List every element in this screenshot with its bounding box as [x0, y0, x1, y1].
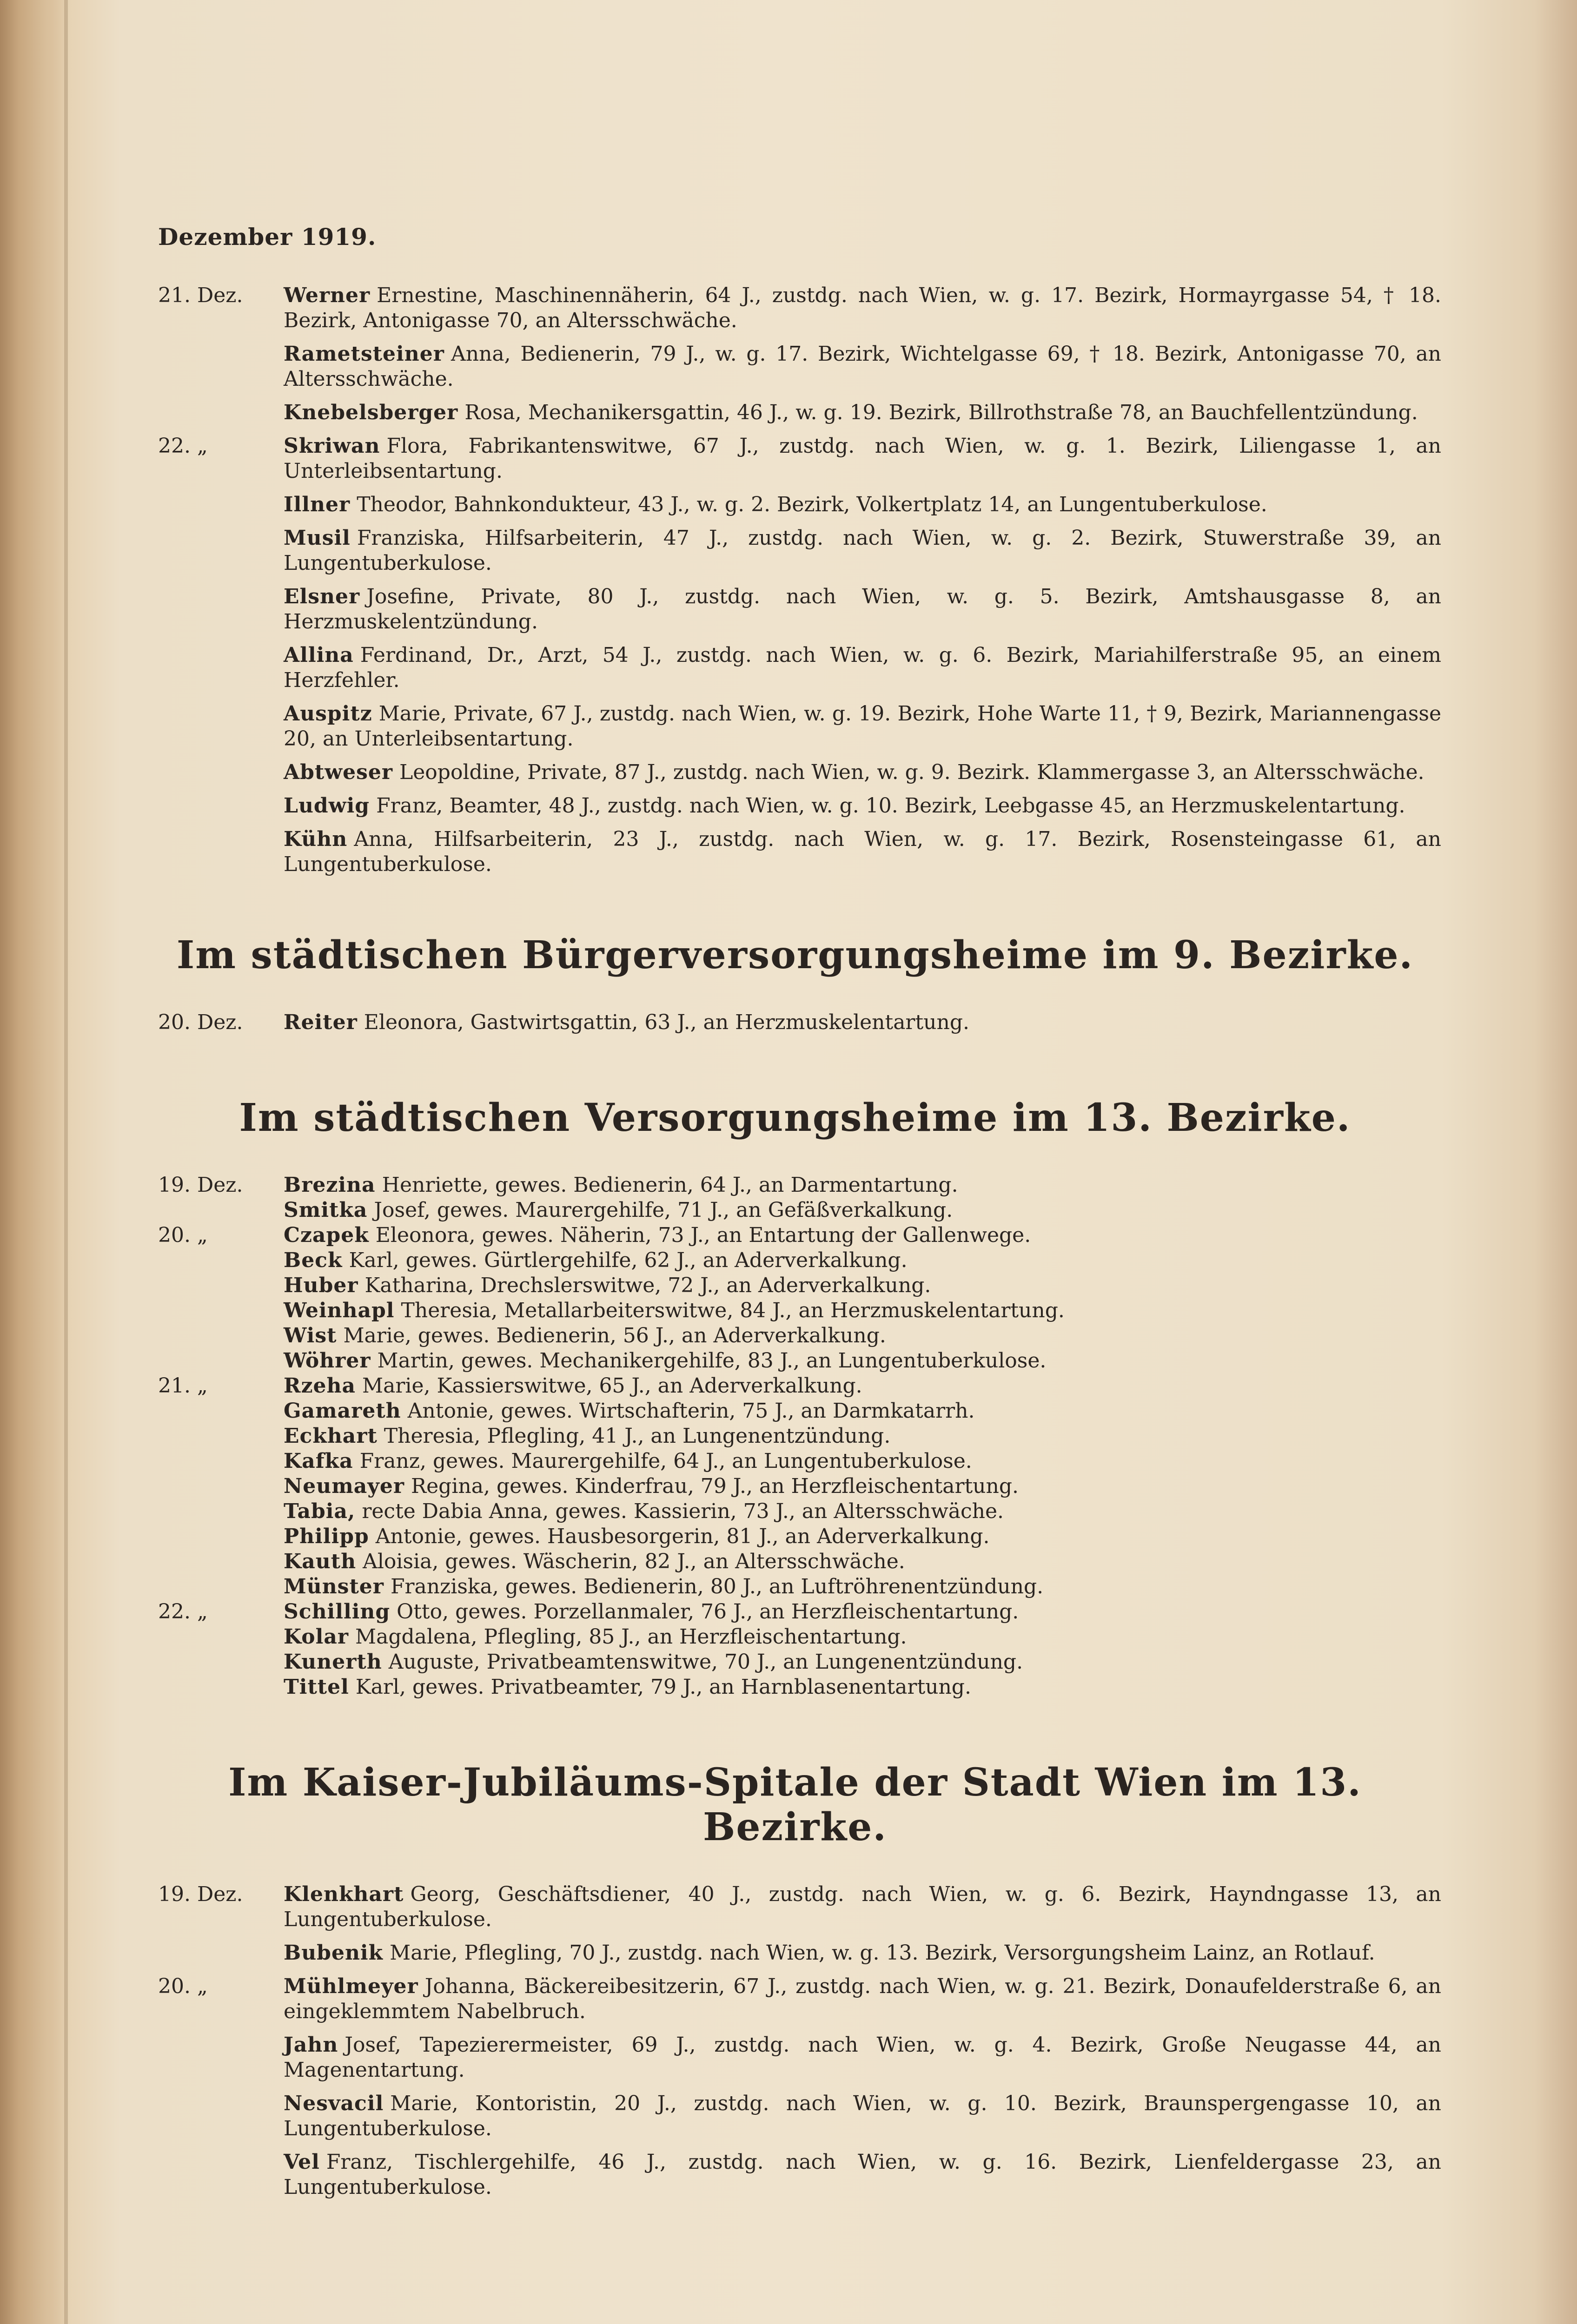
entry-date: 21. Dez.	[158, 284, 243, 307]
entry-surname: Smitka	[284, 1198, 368, 1222]
list-item	[149, 643, 1441, 693]
entry-text	[284, 2150, 1441, 2200]
entry-details: Regina, gewes. Kinderfrau, 79 J., an Herzfleischentartung.	[411, 1474, 1019, 1498]
list-item	[149, 1198, 1441, 1223]
section-entries	[149, 1173, 1441, 1700]
entry-surname: Kauth	[284, 1550, 357, 1573]
entry-text	[284, 760, 1441, 785]
entry-details: Katharina, Drechslerswitwe, 72 J., an Aderverkalkung.	[364, 1274, 931, 1297]
section-heading: Im städtischen Versorgungsheime im 13. Bezirke.	[239, 1096, 1351, 1140]
list-item	[149, 1599, 1441, 1624]
list-item	[149, 793, 1441, 819]
entry-text	[284, 1424, 1441, 1449]
entry-surname: Huber	[284, 1274, 358, 1297]
entry-text	[284, 283, 1441, 333]
entry-text	[284, 1599, 1441, 1624]
entry-details: Ferdinand, Dr., Arzt, 54 J., zustdg. nach Wien, w. g. 6. Bezirk, Mariahilferstraße 95, an einem Herzfehler.	[284, 643, 1441, 692]
list-item	[149, 827, 1441, 877]
entry-surname: Jahn	[284, 2033, 338, 2057]
section-entries	[149, 1010, 1441, 1035]
entry-details: Josef, gewes. Maurergehilfe, 71 J., an Gefäßverkalkung.	[374, 1198, 953, 1222]
month-heading: Dezember 1919.	[158, 223, 377, 251]
entry-text	[284, 1941, 1441, 1966]
list-item	[149, 1373, 1441, 1399]
entry-surname: Gamareth	[284, 1399, 401, 1423]
entry-text	[284, 1524, 1441, 1549]
entry-details: Marie, Private, 67 J., zustdg. nach Wien, w. g. 19. Bezirk, Hohe Warte 11, † 9, Bezirk, Mariannengasse 20, an Unterleibsentartung.	[284, 702, 1441, 751]
list-item	[149, 434, 1441, 484]
entry-details: Franz, Tischlergehilfe, 46 J., zustdg. nach Wien, w. g. 16. Bezirk, Lienfeldergasse 23, an Lungentuberkulose.	[284, 2150, 1441, 2199]
general-entries	[149, 283, 1441, 877]
entry-text	[284, 1574, 1441, 1599]
entry-surname: Rametsteiner	[284, 342, 444, 366]
entry-text	[284, 827, 1441, 877]
entry-text	[284, 1882, 1441, 1932]
entry-surname: Wöhrer	[284, 1349, 371, 1373]
entry-date: 19. Dez.	[158, 1882, 243, 1906]
entry-surname: Philipp	[284, 1525, 369, 1548]
entry-text	[284, 1010, 1441, 1035]
entry-details: Josefine, Private, 80 J., zustdg. nach Wien, w. g. 5. Bezirk, Amtshausgasse 8, an Herzmuskelentzündung.	[284, 585, 1441, 634]
entry-text	[284, 342, 1441, 392]
entry-details: Marie, Pflegling, 70 J., zustdg. nach Wien, w. g. 13. Bezirk, Versorgungsheim Lainz, an Rotlauf.	[390, 1941, 1375, 1965]
entry-surname: Beck	[284, 1248, 343, 1272]
entry-surname: Reiter	[284, 1010, 358, 1034]
entry-details: Anna, Bedienerin, 79 J., w. g. 17. Bezirk, Wichtelgasse 69, † 18. Bezirk, Antonigasse 70, an Altersschwäche.	[284, 342, 1441, 391]
entry-details: Josef, Tapezierermeister, 69 J., zustdg. nach Wien, w. g. 4. Bezirk, Große Neugasse 44, an Magenentartung.	[284, 2033, 1441, 2082]
entry-surname: Neumayer	[284, 1474, 405, 1498]
entry-details: Ernestine, Maschinennäherin, 64 J., zustdg. nach Wien, w. g. 17. Bezirk, Hormayrgasse 54, † 18. Bezirk, Antonigasse 70, an Altersschwäche.	[284, 284, 1441, 332]
entry-details: Henriette, gewes. Bedienerin, 64 J., an Darmentartung.	[382, 1173, 958, 1197]
entry-surname: Abtweser	[284, 760, 393, 784]
entry-text	[284, 1373, 1441, 1399]
entry-text	[284, 492, 1441, 517]
entry-surname: Tabia,	[284, 1499, 356, 1523]
entry-details: Martin, gewes. Mechanikergehilfe, 83 J., an Lungentuberkulose.	[377, 1349, 1047, 1373]
entry-text	[284, 1173, 1441, 1198]
entry-text	[284, 1348, 1441, 1373]
page-content	[149, 223, 1441, 2208]
entry-details: Magdalena, Pflegling, 85 J., an Herzfleischentartung.	[355, 1625, 907, 1649]
entry-surname: Brezina	[284, 1173, 376, 1197]
entry-details: Theresia, Pflegling, 41 J., an Lungenentzündung.	[384, 1424, 891, 1448]
entry-surname: Vel	[284, 2150, 320, 2174]
list-item	[149, 1449, 1441, 1474]
list-item	[149, 283, 1441, 333]
list-item	[149, 1549, 1441, 1574]
list-item	[149, 2033, 1441, 2083]
entry-text	[284, 1449, 1441, 1474]
entry-details: recte Dabia Anna, gewes. Kassierin, 73 J., an Altersschwäche.	[362, 1499, 1004, 1523]
entry-details: Leopoldine, Private, 87 J., zustdg. nach Wien, w. g. 9. Bezirk. Klammergasse 3, an Altersschwäche.	[399, 760, 1425, 784]
entry-surname: Bubenik	[284, 1941, 384, 1965]
book-spine-shadow	[0, 0, 70, 2324]
entry-text	[284, 2033, 1441, 2083]
list-item	[149, 1624, 1441, 1650]
entry-surname: Weinhapl	[284, 1299, 395, 1322]
entry-surname: Kunerth	[284, 1650, 382, 1674]
entry-details: Theresia, Metallarbeiterswitwe, 84 J., an Herzmuskelentartung.	[401, 1299, 1065, 1322]
entry-details: Antonie, gewes. Wirtschafterin, 75 J., an Darmkatarrh.	[407, 1399, 975, 1423]
entry-text	[284, 584, 1441, 634]
entry-text	[284, 701, 1441, 752]
entry-text	[284, 1474, 1441, 1499]
list-item	[149, 1010, 1441, 1035]
entry-surname: Nesvacil	[284, 2092, 384, 2115]
list-item	[149, 1650, 1441, 1675]
list-item	[149, 1348, 1441, 1373]
entry-details: Otto, gewes. Porzellanmaler, 76 J., an Herzfleischentartung.	[397, 1600, 1019, 1624]
entry-text	[284, 526, 1441, 576]
list-item	[149, 701, 1441, 752]
list-item	[149, 1499, 1441, 1524]
entry-text	[284, 1624, 1441, 1650]
entry-text	[284, 1399, 1441, 1424]
section-heading: Im städtischen Bürgerversorgungsheime im 9. Bezirke.	[176, 933, 1414, 977]
list-item	[149, 1323, 1441, 1348]
entry-text	[284, 1198, 1441, 1223]
entry-details: Antonie, gewes. Hausbesorgerin, 81 J., an Aderverkalkung.	[375, 1525, 990, 1548]
page-fold	[64, 0, 68, 2324]
entry-surname: Skriwan	[284, 434, 380, 458]
entry-date: 20. „	[158, 1223, 208, 1247]
list-item	[149, 2150, 1441, 2200]
list-item	[149, 1941, 1441, 1966]
entry-text	[284, 1499, 1441, 1524]
list-item	[149, 584, 1441, 634]
entry-date: 21. „	[158, 1374, 208, 1398]
entry-details: Eleonora, Gastwirtsgattin, 63 J., an Herzmuskelentartung.	[364, 1010, 969, 1034]
entry-text	[284, 1675, 1441, 1700]
entry-text	[284, 1273, 1441, 1298]
entry-details: Georg, Geschäftsdiener, 40 J., zustdg. nach Wien, w. g. 6. Bezirk, Hayndngasse 13, an Lungentuberkulose.	[284, 1882, 1441, 1931]
list-item	[149, 1298, 1441, 1323]
entry-text	[284, 1549, 1441, 1574]
entry-date: 20. Dez.	[158, 1010, 243, 1034]
entry-text	[284, 1974, 1441, 2024]
entry-text	[284, 1323, 1441, 1348]
entry-surname: Ludwig	[284, 794, 370, 818]
list-item	[149, 1474, 1441, 1499]
entry-surname: Knebelsberger	[284, 401, 458, 424]
list-item	[149, 526, 1441, 576]
list-item	[149, 1675, 1441, 1700]
list-item	[149, 1574, 1441, 1599]
section-heading: Im Kaiser-Jubiläums-Spitale der Stadt Wien im 13. Bezirke.	[228, 1760, 1362, 1849]
entry-details: Auguste, Privatbeamtenswitwe, 70 J., an Lungenentzündung.	[388, 1650, 1023, 1674]
entry-text	[284, 434, 1441, 484]
list-item	[149, 1399, 1441, 1424]
entry-details: Karl, gewes. Privatbeamter, 79 J., an Harnblasenentartung.	[355, 1675, 971, 1699]
list-item	[149, 1223, 1441, 1248]
entry-surname: Kolar	[284, 1625, 349, 1649]
list-item	[149, 492, 1441, 517]
entry-details: Johanna, Bäckereibesitzerin, 67 J., zustdg. nach Wien, w. g. 21. Bezirk, Donaufelderstraße 6, an eingeklemmtem Nabelbruch.	[284, 1974, 1441, 2023]
entry-surname: Klenkhart	[284, 1882, 404, 1906]
entry-text	[284, 1298, 1441, 1323]
entry-surname: Tittel	[284, 1675, 349, 1699]
entry-text	[284, 643, 1441, 693]
entry-surname: Mühlmeyer	[284, 1974, 418, 1998]
entry-text	[284, 400, 1441, 425]
section-entries	[149, 1882, 1441, 2200]
entry-details: Franziska, gewes. Bedienerin, 80 J., an Luftröhrenentzündung.	[390, 1575, 1044, 1598]
section-versorgungsheim	[149, 1096, 1441, 1700]
entry-text	[284, 1650, 1441, 1675]
entry-surname: Elsner	[284, 585, 360, 608]
list-item	[149, 1273, 1441, 1298]
section-buergerversorgungsheim	[149, 933, 1441, 1035]
entry-details: Anna, Hilfsarbeiterin, 23 J., zustdg. nach Wien, w. g. 17. Bezirk, Rosensteingasse 61, an Lungentuberkulose.	[284, 827, 1441, 876]
entry-details: Karl, gewes. Gürtlergehilfe, 62 J., an Aderverkalkung.	[349, 1248, 908, 1272]
entry-surname: Kafka	[284, 1449, 353, 1473]
list-item	[149, 1882, 1441, 1932]
entry-details: Theodor, Bahnkondukteur, 43 J., w. g. 2. Bezirk, Volkertplatz 14, an Lungentuberkulose.	[357, 493, 1267, 516]
section-kaiser-jubilaeums-spital	[149, 1760, 1441, 2200]
entry-surname: Wist	[284, 1324, 337, 1347]
entry-details: Eleonora, gewes. Näherin, 73 J., an Entartung der Gallenwege.	[375, 1223, 1031, 1247]
entry-surname: Allina	[284, 643, 354, 667]
entry-text	[284, 2091, 1441, 2141]
entry-surname: Musil	[284, 526, 351, 550]
entry-details: Franziska, Hilfsarbeiterin, 47 J., zustdg. nach Wien, w. g. 2. Bezirk, Stuwerstraße 39, an Lungentuberkulose.	[284, 526, 1441, 575]
entry-surname: Schilling	[284, 1600, 391, 1624]
entry-surname: Eckhart	[284, 1424, 378, 1448]
entry-text	[284, 1248, 1441, 1273]
entry-details: Franz, gewes. Maurergehilfe, 64 J., an Lungentuberkulose.	[359, 1449, 972, 1473]
entry-surname: Münster	[284, 1575, 384, 1598]
entry-date: 19. Dez.	[158, 1173, 243, 1197]
entry-date: 22. „	[158, 434, 208, 458]
entry-text	[284, 1223, 1441, 1248]
list-item	[149, 400, 1441, 425]
entry-details: Aloisia, gewes. Wäscherin, 82 J., an Altersschwäche.	[363, 1550, 905, 1573]
list-item	[149, 1173, 1441, 1198]
entry-surname: Auspitz	[284, 702, 372, 726]
entry-date: 20. „	[158, 1974, 208, 1998]
entry-details: Franz, Beamter, 48 J., zustdg. nach Wien, w. g. 10. Bezirk, Leebgasse 45, an Herzmuskelentartung.	[376, 794, 1405, 818]
entry-text	[284, 793, 1441, 819]
list-item	[149, 2091, 1441, 2141]
entry-surname: Czapek	[284, 1223, 369, 1247]
list-item	[149, 1248, 1441, 1273]
entry-date: 22. „	[158, 1600, 208, 1624]
entry-details: Marie, gewes. Bedienerin, 56 J., an Aderverkalkung.	[343, 1324, 886, 1347]
list-item	[149, 1524, 1441, 1549]
entry-surname: Werner	[284, 284, 371, 307]
list-item	[149, 1974, 1441, 2024]
entry-details: Marie, Kassierswitwe, 65 J., an Aderverkalkung.	[362, 1374, 862, 1398]
entry-details: Flora, Fabrikantenswitwe, 67 J., zustdg. nach Wien, w. g. 1. Bezirk, Liliengasse 1, an Unterleibsentartung.	[284, 434, 1441, 483]
entry-surname: Rzeha	[284, 1374, 356, 1398]
entry-details: Marie, Kontoristin, 20 J., zustdg. nach Wien, w. g. 10. Bezirk, Braunspergengasse 10, an Lungentuberkulose.	[284, 2092, 1441, 2140]
list-item	[149, 342, 1441, 392]
entry-surname: Kühn	[284, 827, 348, 851]
entry-surname: Illner	[284, 493, 351, 516]
list-item	[149, 1424, 1441, 1449]
list-item	[149, 760, 1441, 785]
entry-details: Rosa, Mechanikersgattin, 46 J., w. g. 19. Bezirk, Billrothstraße 78, an Bauchfellentzündung.	[464, 401, 1418, 424]
